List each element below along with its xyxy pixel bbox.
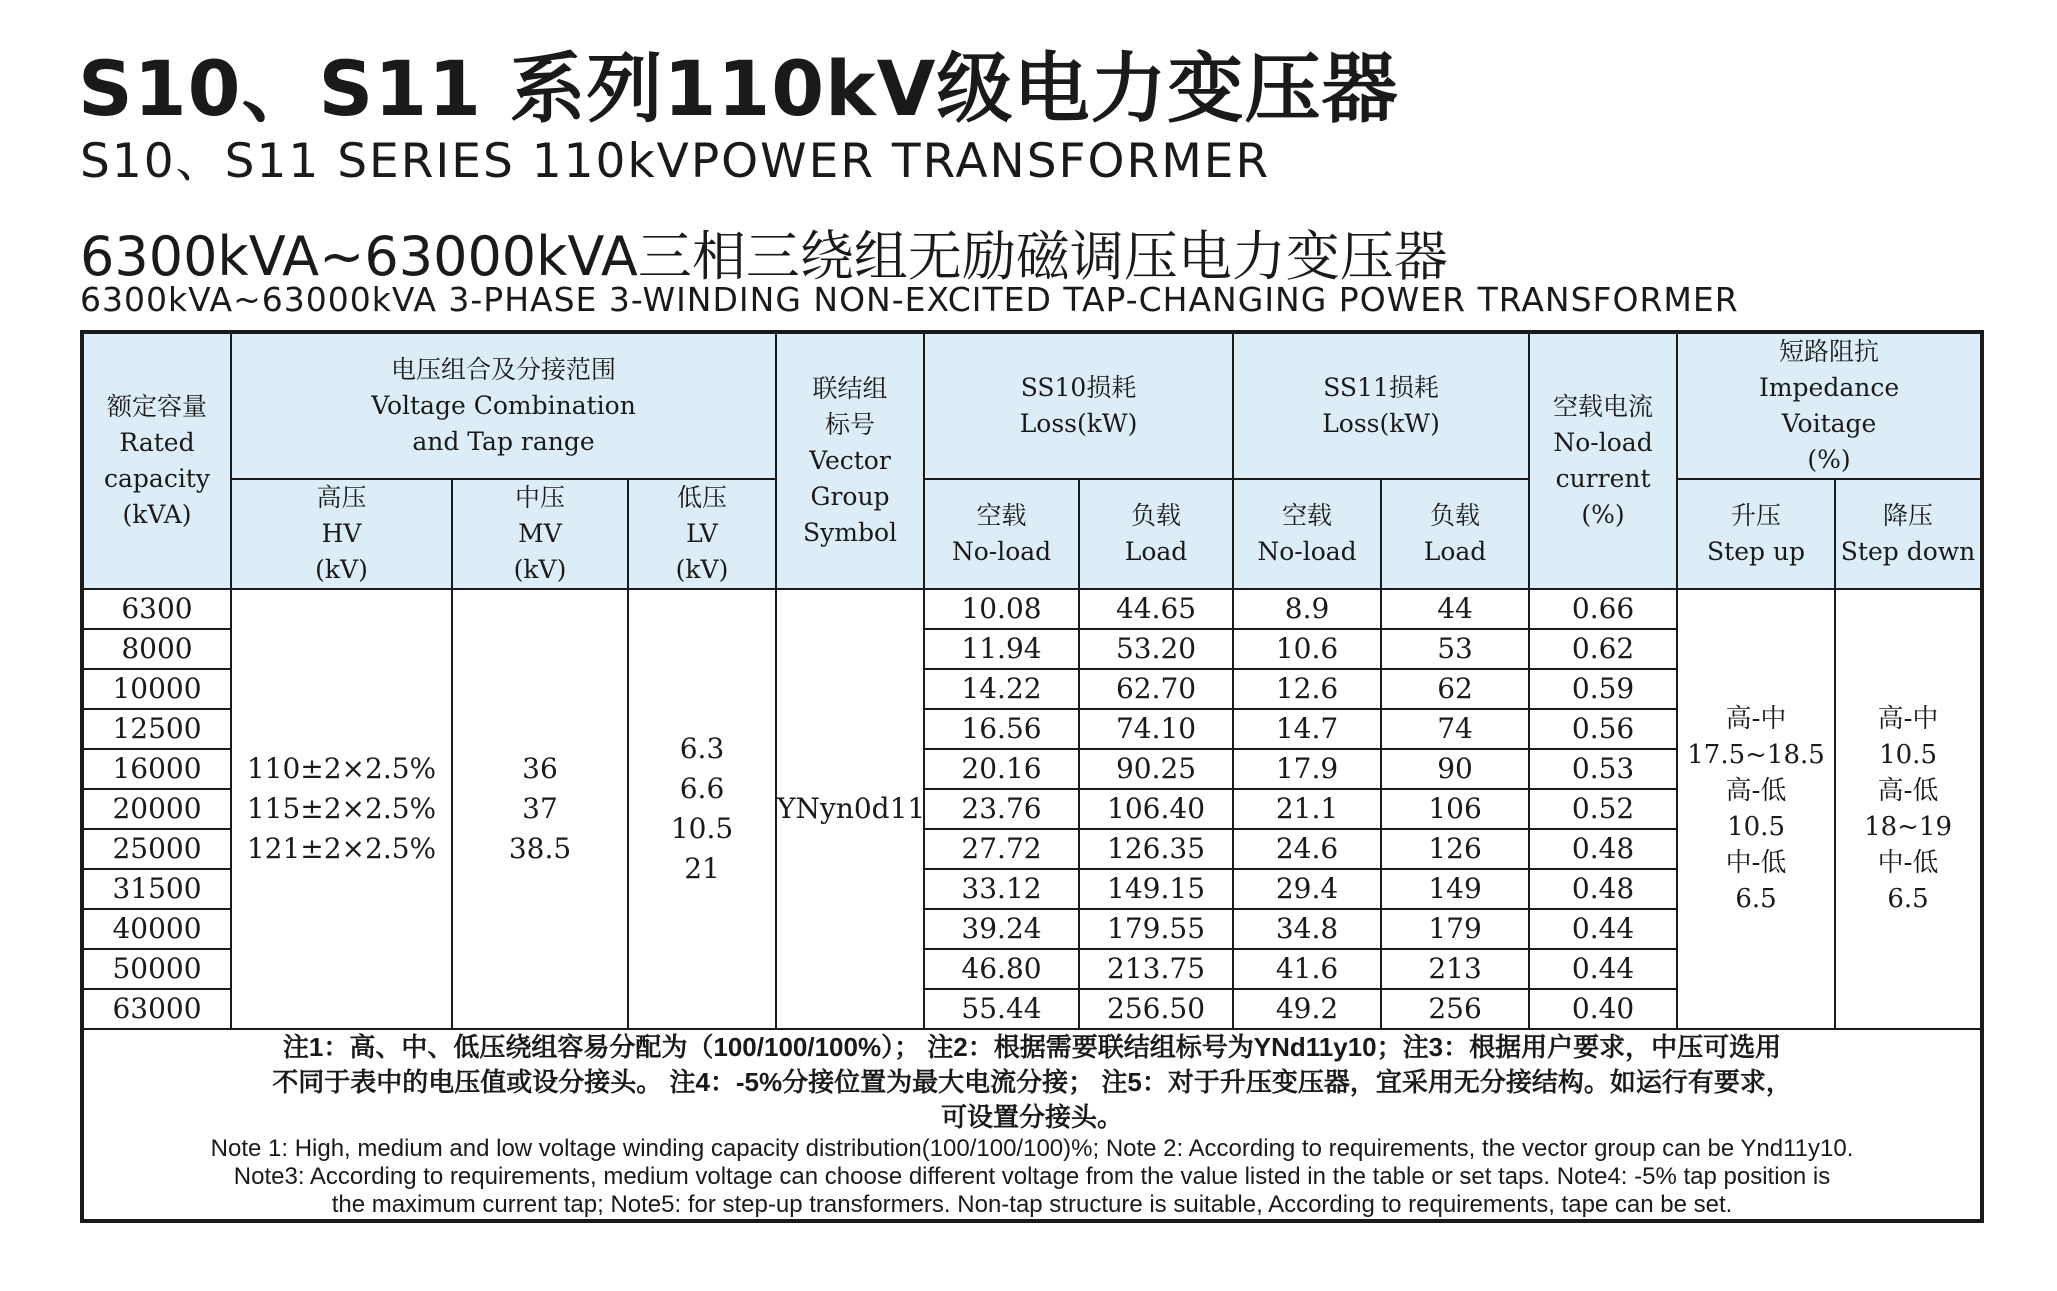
spec-table: [80, 330, 1984, 1223]
cell-ss10-load: 62.70: [1079, 669, 1233, 709]
page-title-english: S10、S11 SERIES 110kVPOWER TRANSFORMER: [80, 134, 1271, 189]
note-line-cn: 不同于表中的电压值或设分接头。 注4：-5%分接位置为最大电流分接； 注5：对于升压变压器，宜采用无分接结构。如运行有要求，: [272, 1067, 1792, 1097]
header-ss11-noload: 空载 No-load: [1233, 479, 1381, 589]
header-ss10-noload: 空载 No-load: [924, 479, 1079, 589]
header-mv: 中压 MV (kV): [452, 479, 628, 589]
cell-ss11-load: 53: [1381, 629, 1529, 669]
cell-ss11-load: 179: [1381, 909, 1529, 949]
cell-hv-values: 110±2×2.5% 115±2×2.5% 121±2×2.5%: [231, 589, 452, 1029]
header-hv: 高压 HV (kV): [231, 479, 452, 589]
cell-noload-current: 0.40: [1529, 989, 1677, 1029]
cell-capacity: 40000: [82, 909, 231, 949]
cell-noload-current: 0.66: [1529, 589, 1677, 629]
header-ss10-load: 负载 Load: [1079, 479, 1233, 589]
header-step-down: 降压 Step down: [1835, 479, 1982, 589]
cell-lv-values: 6.3 6.6 10.5 21: [628, 589, 776, 1029]
cell-vector-group: YNyn0d11: [776, 589, 924, 1029]
notes-block: [82, 1029, 1982, 1221]
note-line-en: Note 1: High, medium and low voltage winding capacity distribution(100/100/100)%; Note 2: According to requirements, the vector group can be Ynd11y10.: [210, 1135, 1854, 1162]
cell-ss10-noload: 23.76: [924, 789, 1079, 829]
header-impedance: 短路阻抗 Impedance Voitage (%): [1677, 332, 1982, 479]
cell-capacity: 25000: [82, 829, 231, 869]
cell-ss11-noload: 17.9: [1233, 749, 1381, 789]
cell-capacity: 6300: [82, 589, 231, 629]
cell-ss10-noload: 11.94: [924, 629, 1079, 669]
cell-ss11-noload: 34.8: [1233, 909, 1381, 949]
cell-ss11-noload: 24.6: [1233, 829, 1381, 869]
cell-ss11-load: 44: [1381, 589, 1529, 629]
note-line-cn: 可设置分接头。: [941, 1102, 1124, 1132]
cell-ss10-load: 179.55: [1079, 909, 1233, 949]
cell-ss10-load: 126.35: [1079, 829, 1233, 869]
cell-noload-current: 0.48: [1529, 869, 1677, 909]
cell-ss11-load: 126: [1381, 829, 1529, 869]
table-row: [82, 589, 1982, 629]
cell-capacity: 20000: [82, 789, 231, 829]
cell-capacity: 31500: [82, 869, 231, 909]
header-lv: 低压 LV (kV): [628, 479, 776, 589]
header-step-up: 升压 Step up: [1677, 479, 1835, 589]
cell-ss11-noload: 29.4: [1233, 869, 1381, 909]
cell-ss10-load: 90.25: [1079, 749, 1233, 789]
cell-noload-current: 0.53: [1529, 749, 1677, 789]
cell-ss10-noload: 20.16: [924, 749, 1079, 789]
cell-noload-current: 0.48: [1529, 829, 1677, 869]
cell-capacity: 10000: [82, 669, 231, 709]
cell-ss10-load: 53.20: [1079, 629, 1233, 669]
header-ss11-loss: SS11损耗 Loss(kW): [1233, 332, 1529, 479]
cell-ss10-load: 44.65: [1079, 589, 1233, 629]
cell-step-down-impedance: 高-中 10.5 高-低 18~19 中-低 6.5: [1835, 589, 1982, 1029]
cell-ss11-load: 74: [1381, 709, 1529, 749]
cell-ss10-load: 256.50: [1079, 989, 1233, 1029]
cell-ss10-noload: 55.44: [924, 989, 1079, 1029]
cell-capacity: 12500: [82, 709, 231, 749]
cell-ss11-load: 149: [1381, 869, 1529, 909]
cell-ss10-load: 149.15: [1079, 869, 1233, 909]
cell-ss11-noload: 10.6: [1233, 629, 1381, 669]
header-voltage-combination: 电压组合及分接范围 Voltage Combination and Tap range: [231, 332, 776, 479]
cell-mv-values: 36 37 38.5: [452, 589, 628, 1029]
cell-ss11-load: 256: [1381, 989, 1529, 1029]
cell-noload-current: 0.44: [1529, 909, 1677, 949]
cell-ss10-noload: 27.72: [924, 829, 1079, 869]
note-line-en: the maximum current tap; Note5: for step-up transformers. Non-tap structure is suitable, According to requirements, tape can be set.: [331, 1191, 1733, 1218]
subtitle-english: 6300kVA~63000kVA 3-PHASE 3-WINDING NON-EXCITED TAP-CHANGING POWER TRANSFORMER: [80, 280, 1739, 319]
note-line-cn: 注1：高、中、低压绕组容易分配为（100/100/100%）； 注2：根据需要联结组标号为YNd11y10；注3：根据用户要求，中压可选用: [282, 1032, 1782, 1062]
cell-ss10-noload: 16.56: [924, 709, 1079, 749]
cell-capacity: 8000: [82, 629, 231, 669]
cell-ss11-noload: 8.9: [1233, 589, 1381, 629]
cell-ss10-noload: 14.22: [924, 669, 1079, 709]
cell-ss11-load: 106: [1381, 789, 1529, 829]
header-ss10-loss: SS10损耗 Loss(kW): [924, 332, 1233, 479]
header-noload-current: 空载电流 No-load current (%): [1529, 332, 1677, 589]
cell-ss11-load: 90: [1381, 749, 1529, 789]
page-title: S10、S11 系列110kV级电力变压器: [78, 44, 1399, 133]
cell-ss11-noload: 12.6: [1233, 669, 1381, 709]
cell-ss10-load: 106.40: [1079, 789, 1233, 829]
header-ss11-load: 负载 Load: [1381, 479, 1529, 589]
cell-noload-current: 0.62: [1529, 629, 1677, 669]
cell-ss10-noload: 10.08: [924, 589, 1079, 629]
cell-ss11-noload: 14.7: [1233, 709, 1381, 749]
cell-capacity: 50000: [82, 949, 231, 989]
cell-ss10-load: 74.10: [1079, 709, 1233, 749]
cell-ss10-load: 213.75: [1079, 949, 1233, 989]
cell-ss11-load: 62: [1381, 669, 1529, 709]
cell-capacity: 16000: [82, 749, 231, 789]
cell-ss10-noload: 33.12: [924, 869, 1079, 909]
cell-noload-current: 0.52: [1529, 789, 1677, 829]
cell-ss10-noload: 46.80: [924, 949, 1079, 989]
cell-ss11-load: 213: [1381, 949, 1529, 989]
cell-noload-current: 0.59: [1529, 669, 1677, 709]
cell-step-up-impedance: 高-中 17.5~18.5 高-低 10.5 中-低 6.5: [1677, 589, 1835, 1029]
cell-noload-current: 0.56: [1529, 709, 1677, 749]
subtitle: 6300kVA~63000kVA三相三绕组无励磁调压电力变压器: [80, 225, 1448, 288]
header-vector-group: 联结组 标号 Vector Group Symbol: [776, 332, 924, 589]
cell-ss11-noload: 21.1: [1233, 789, 1381, 829]
note-line-en: Note3: According to requirements, medium voltage can choose different voltage from the value listed in the table or set taps. Note4: -5% tap position is: [233, 1163, 1831, 1190]
header-rated-capacity: 额定容量 Rated capacity (kVA): [82, 332, 231, 589]
cell-ss11-noload: 41.6: [1233, 949, 1381, 989]
cell-ss10-noload: 39.24: [924, 909, 1079, 949]
cell-noload-current: 0.44: [1529, 949, 1677, 989]
cell-ss11-noload: 49.2: [1233, 989, 1381, 1029]
cell-capacity: 63000: [82, 989, 231, 1029]
